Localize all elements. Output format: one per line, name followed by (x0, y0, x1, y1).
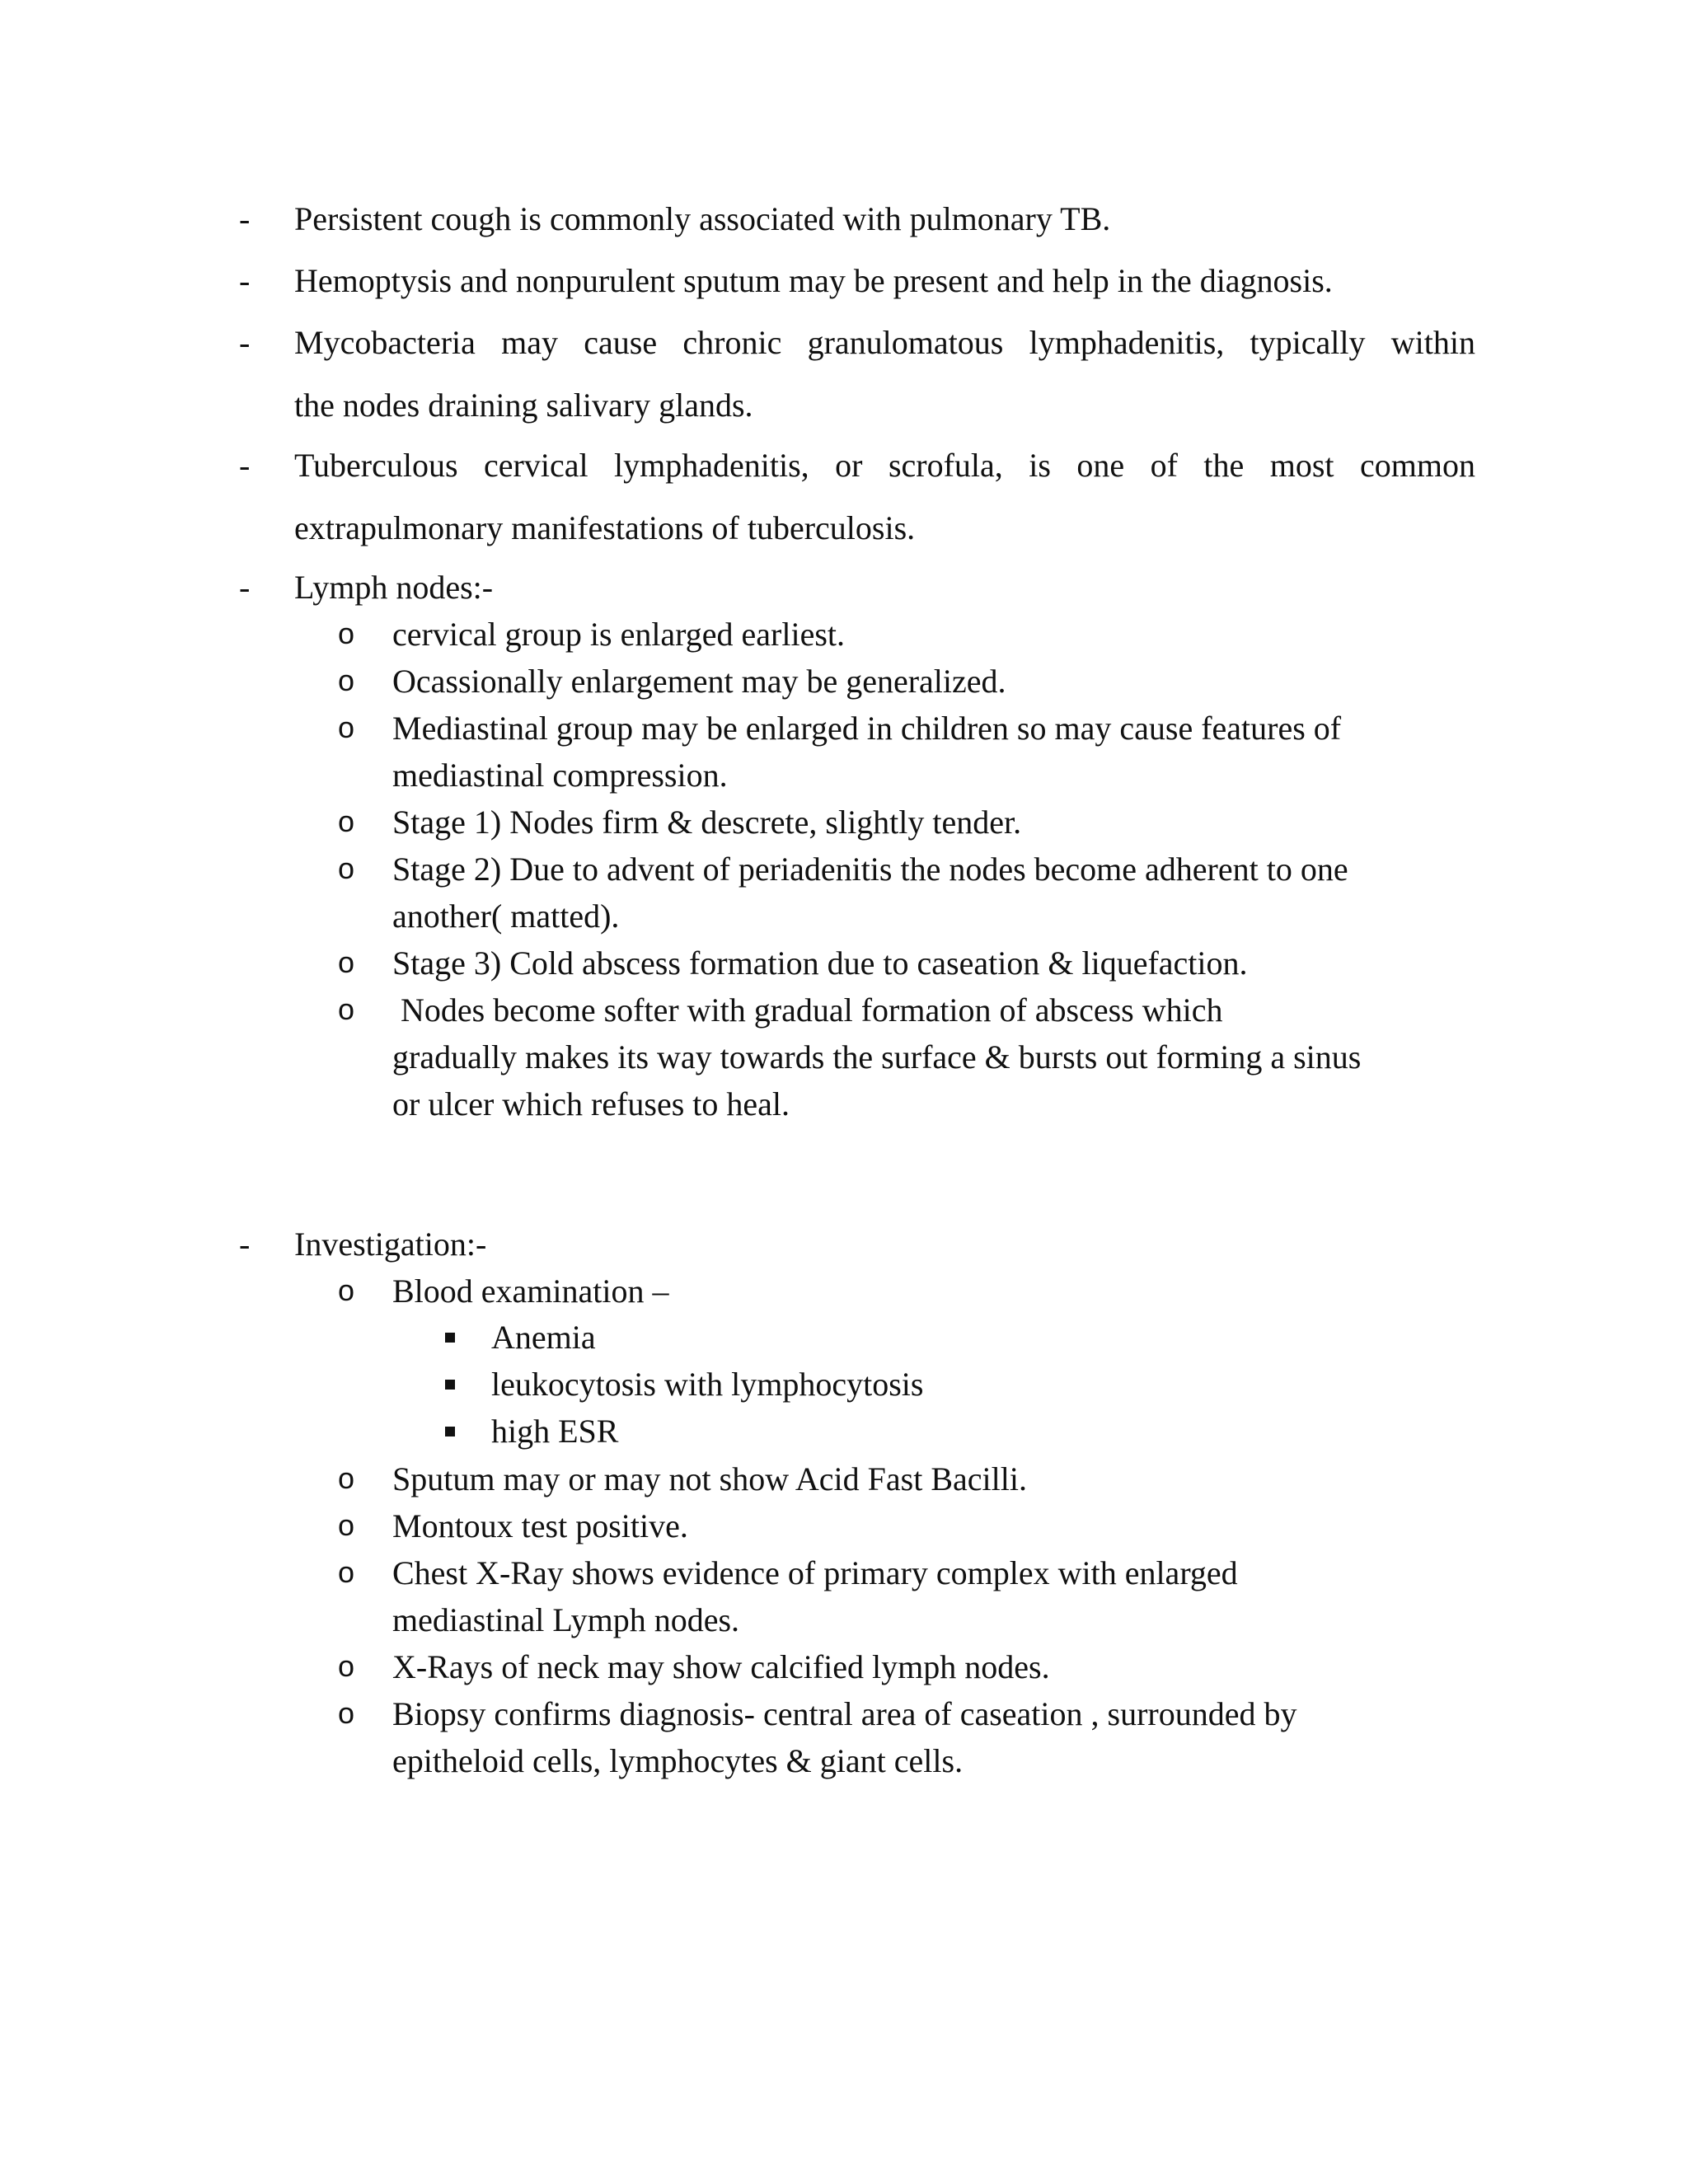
list-item-text: Stage 1) Nodes firm & descrete, slightly tender. (392, 804, 1022, 841)
list-item-text: mediastinal compression. (392, 757, 728, 794)
bullet-text: extrapulmonary manifestations of tuberculosis. (294, 509, 916, 546)
bullet-text: Hemoptysis and nonpurulent sputum may be present and help in the diagnosis. (294, 262, 1333, 299)
sub-list-item-text: leukocytosis with lymphocytosis (491, 1366, 924, 1403)
bullet-text: Mycobacteria may cause chronic granulomatous lymphadenitis, typically within (294, 324, 1475, 361)
dash-marker: - (239, 569, 251, 606)
dash-marker: - (239, 200, 251, 237)
section-heading: Lymph nodes:- (294, 569, 494, 606)
square-bullet-marker (445, 1333, 455, 1343)
list-item-text: Biopsy confirms diagnosis- central area of caseation , surrounded by (392, 1695, 1297, 1732)
dash-marker: - (239, 1226, 251, 1263)
circle-bullet-marker: o (338, 1649, 355, 1683)
list-item-text: or ulcer which refuses to heal. (392, 1085, 790, 1122)
list-item-text: Montoux test positive. (392, 1507, 688, 1544)
sub-list-item-text: Anemia (491, 1319, 596, 1356)
list-item-text: Nodes become softer with gradual formation of abscess which (392, 991, 1223, 1029)
square-bullet-marker (445, 1427, 455, 1436)
section-heading: Investigation:- (294, 1226, 487, 1263)
list-item-text: Ocassionally enlargement may be generalized. (392, 663, 1006, 700)
circle-bullet-marker: o (338, 851, 355, 885)
list-item-text: Blood examination – (392, 1272, 669, 1310)
circle-bullet-marker: o (338, 1696, 355, 1730)
dash-marker: - (239, 447, 251, 484)
bullet-text: Tuberculous cervical lymphadenitis, or scrofula, is one of the most common (294, 447, 1475, 484)
list-item-text: Stage 3) Cold abscess formation due to caseation & liquefaction. (392, 944, 1248, 982)
circle-bullet-marker: o (338, 992, 355, 1026)
circle-bullet-marker: o (338, 710, 355, 744)
list-item-text: Stage 2) Due to advent of periadenitis the nodes become adherent to one (392, 851, 1348, 888)
bullet-text: Persistent cough is commonly associated with pulmonary TB. (294, 200, 1111, 237)
dash-marker: - (239, 324, 251, 361)
list-item-text: mediastinal Lymph nodes. (392, 1601, 740, 1638)
square-bullet-marker (445, 1380, 455, 1390)
circle-bullet-marker: o (338, 663, 355, 697)
circle-bullet-marker: o (338, 1273, 355, 1307)
circle-bullet-marker: o (338, 1508, 355, 1542)
circle-bullet-marker: o (338, 945, 355, 979)
sub-list-item-text: high ESR (491, 1413, 619, 1450)
list-item-text: cervical group is enlarged earliest. (392, 616, 846, 653)
circle-bullet-marker: o (338, 1555, 355, 1589)
circle-bullet-marker: o (338, 804, 355, 838)
list-item-text: epitheloid cells, lymphocytes & giant cells. (392, 1742, 964, 1779)
list-item-text: Sputum may or may not show Acid Fast Bacilli. (392, 1460, 1027, 1497)
circle-bullet-marker: o (338, 616, 355, 650)
list-item-text: Chest X-Ray shows evidence of primary complex with enlarged (392, 1554, 1238, 1591)
list-item-text: gradually makes its way towards the surface & bursts out forming a sinus (392, 1038, 1362, 1076)
dash-marker: - (239, 262, 251, 299)
list-item-text: X-Rays of neck may show calcified lymph nodes. (392, 1648, 1050, 1685)
list-item-text: Mediastinal group may be enlarged in children so may cause features of (392, 710, 1342, 747)
list-item-text: another( matted). (392, 898, 620, 935)
circle-bullet-marker: o (338, 1461, 355, 1495)
bullet-text: the nodes draining salivary glands. (294, 387, 753, 424)
